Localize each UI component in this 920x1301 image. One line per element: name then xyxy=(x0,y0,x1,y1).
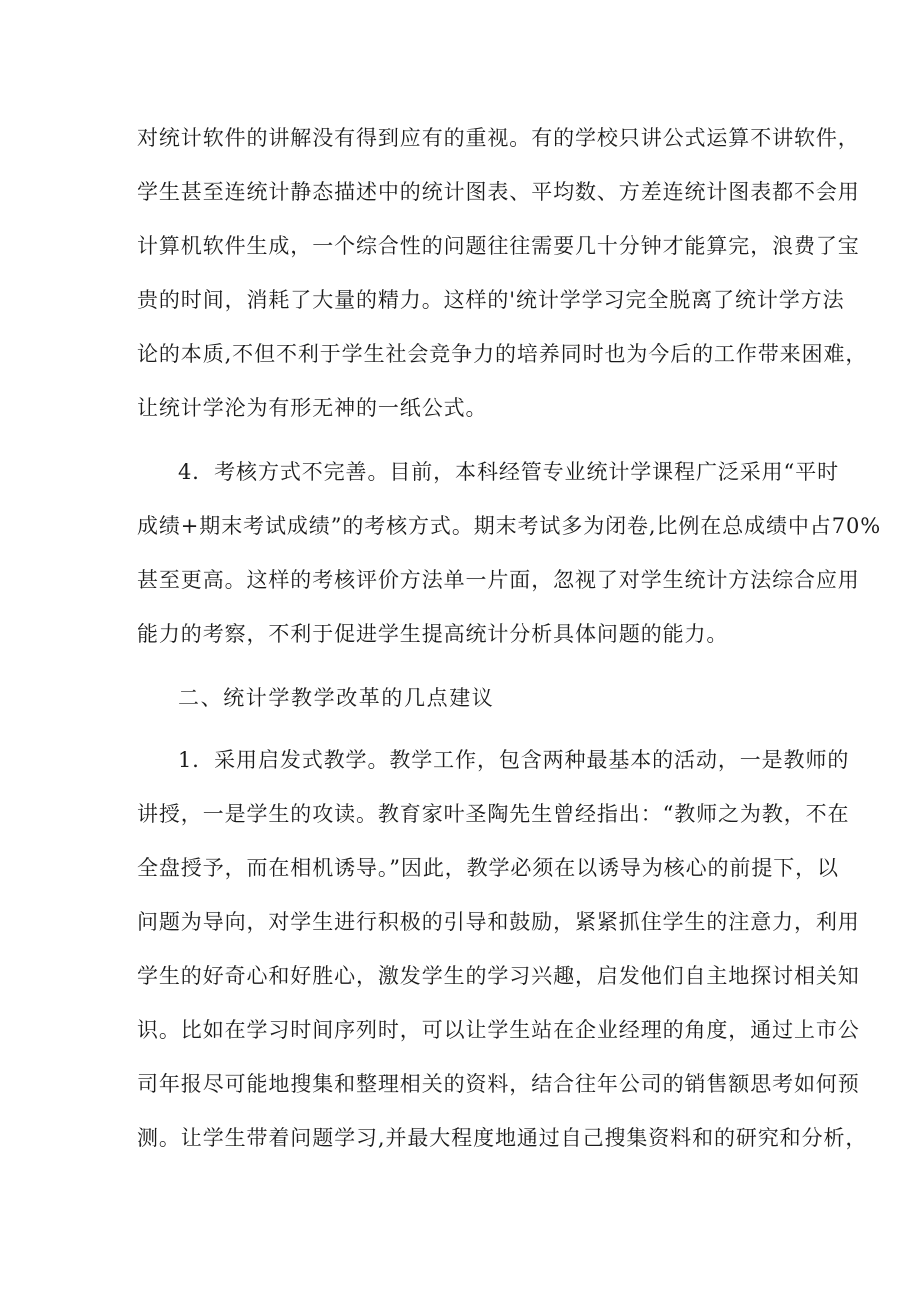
text-line: 问题为导向，对学生进行积极的引导和鼓励，紧紧抓住学生的注意力，利用 xyxy=(137,910,860,934)
text-line: 能力的考察，不利于促进学生提高统计分析具体问题的能力。 xyxy=(137,622,729,646)
text-line: 计算机软件生成，一个综合性的问题往往需要几十分钟才能算完，浪费了宝 xyxy=(137,234,860,258)
text-line: 识。比如在学习时间序列时，可以让学生站在企业经理的角度，通过上市公 xyxy=(137,1018,860,1042)
text-line: 测。让学生带着问题学习,并最大程度地通过自己搜集资料和的研究和分析， xyxy=(137,1126,868,1150)
text-line: 贵的时间，消耗了大量的精力。这样的'统计学学习完全脱离了统计学方法 xyxy=(137,288,845,312)
text-line: 讲授，一是学生的攻读。教育家叶圣陶先生曾经指出：“教师之为教，不在 xyxy=(137,802,850,826)
text-line: 4．考核方式不完善。目前，本科经管专业统计学课程广泛采用“平时 xyxy=(178,460,839,484)
text-line: 成绩+期末考试成绩”的考核方式。期末考试多为闭卷,比例在总成绩中占70% xyxy=(137,514,882,538)
text-line: 对统计软件的讲解没有得到应有的重视。有的学校只讲公式运算不讲软件， xyxy=(137,126,860,150)
text-line: 全盘授予，而在相机诱导。”因此，教学必须在以诱导为核心的前提下，以 xyxy=(137,856,839,880)
text-line: 学生的好奇心和好胜心，激发学生的学习兴趣，启发他们自主地探讨相关知 xyxy=(137,964,860,988)
text-line: 学生甚至连统计静态描述中的统计图表、平均数、方差连统计图表都不会用 xyxy=(137,180,860,204)
text-line: 1．采用启发式教学。教学工作，包含两种最基本的活动，一是教师的 xyxy=(178,748,850,772)
text-line: 司年报尽可能地搜集和整理相关的资料，结合往年公司的销售额思考如何预 xyxy=(137,1072,860,1096)
text-line: 让统计学沦为有形无神的一纸公式。 xyxy=(137,396,488,420)
section-heading: 二、统计学教学改革的几点建议 xyxy=(178,686,495,710)
text-line: 甚至更高。这样的考核评价方法单一片面，忽视了对学生统计方法综合应用 xyxy=(137,568,860,592)
text-line: 论的本质,不但不利于学生社会竞争力的培养同时也为今后的工作带来困难， xyxy=(137,342,868,366)
